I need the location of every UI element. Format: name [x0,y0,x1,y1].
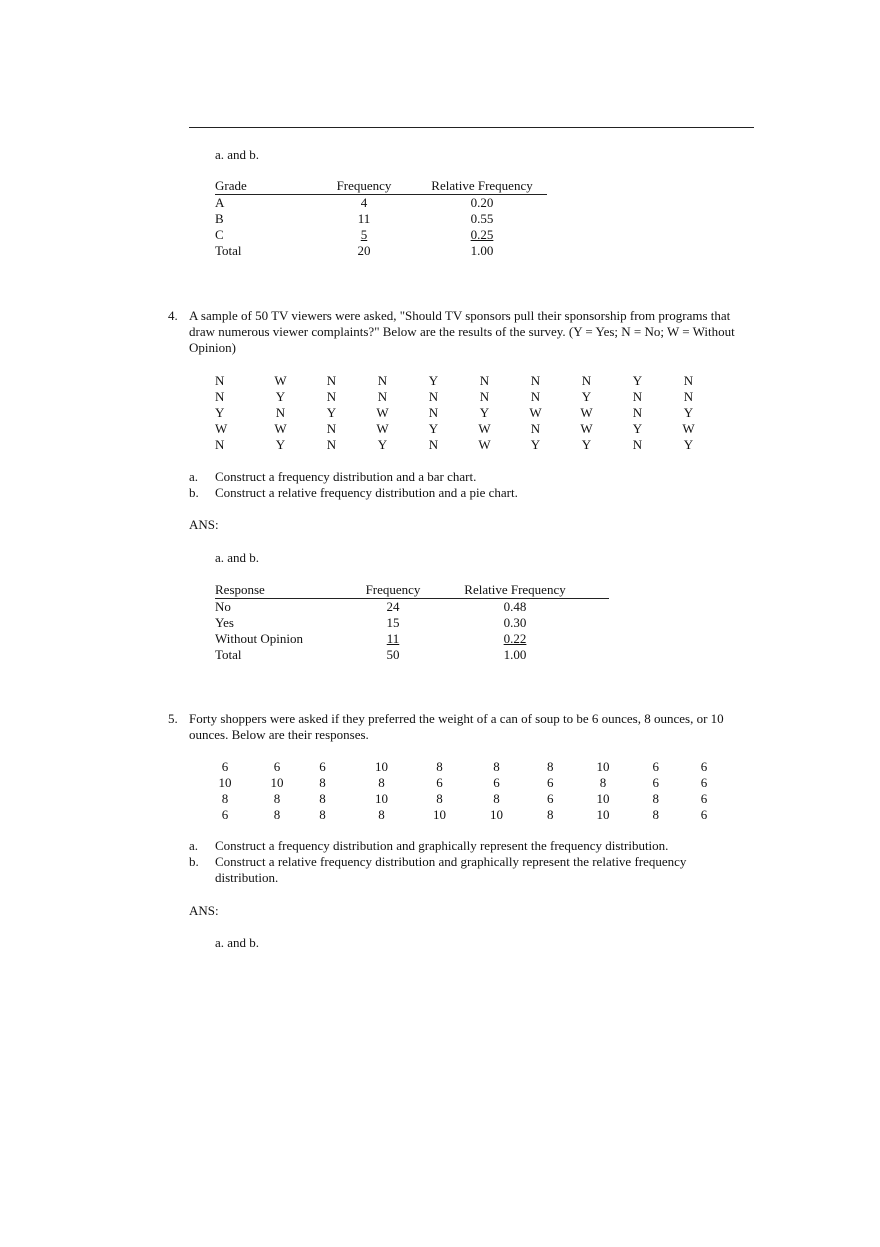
grid-cell: Y [215,405,225,420]
frequency-cell: 20 [357,243,371,258]
table-row [215,243,547,259]
grid-cell: Y [275,437,286,452]
grid-cell: Y [428,421,439,436]
q4-ans-label: ANS: [189,517,219,532]
table-row [211,807,749,823]
grid-cell: 6 [493,775,500,790]
grid-cell: Y [632,373,643,388]
grid-cell: 8 [273,807,281,822]
grid-cell: W [682,421,695,436]
frequency-cell: 50 [386,647,400,662]
table-row [215,227,547,243]
response-cell: No [215,599,231,614]
relative-frequency-cell: 0.22 [503,631,527,646]
q4-task-a-letter: a. [189,469,199,484]
grid-cell: N [428,389,439,404]
grid-cell: 6 [221,759,229,774]
question-5-number: 5. [168,711,178,726]
table-row [215,195,547,212]
grid-cell: 8 [436,791,443,806]
grid-cell: 8 [493,791,500,806]
grid-cell: Y [530,437,541,452]
question-4-text: A sample of 50 TV viewers were asked, "Should TV sponsors pull their sponsorship from programs that draw numerous viewer complaints?" Below are the results of the survey. (Y = Yes; N = No; W = Without Opinion) [189,308,735,355]
grade-frequency-table [215,178,547,259]
grid-cell: 10 [596,807,610,822]
frequency-header: Frequency [365,582,421,597]
grid-cell: N [632,389,643,404]
grid-cell: Y [683,437,694,452]
relative-frequency-cell: 0.20 [470,195,494,210]
part3-ab-label: a. and b. [215,147,260,162]
grid-cell: 10 [596,759,610,774]
grid-cell: N [326,373,337,388]
grid-cell: 6 [700,775,708,790]
table-row [215,211,547,227]
question-5-text: Forty shoppers were asked if they preferred the weight of a can of soup to be 6 ounces, 8 ounces, or 10 ounces. Below are their responses. [189,711,724,742]
grade-cell: C [215,227,224,242]
grid-cell: 10 [490,807,503,822]
grid-cell: 8 [652,807,659,822]
grid-cell: Y [275,389,286,404]
grid-cell: Y [377,437,388,452]
table-row [215,647,609,663]
response-header: Response [215,582,265,597]
grid-cell: 6 [700,791,708,806]
grid-cell: N [683,389,694,404]
response-cell: Without Opinion [215,631,303,646]
grid-cell: 8 [652,791,659,806]
q5-ans-label: ANS: [189,903,219,918]
grid-cell: N [632,405,643,420]
grid-cell: 8 [547,759,554,774]
frequency-cell: 4 [360,195,368,210]
grid-cell: N [377,389,388,404]
grid-cell: W [580,421,593,436]
grid-cell: W [274,373,287,388]
relative-frequency-header: Relative Frequency [431,178,533,193]
grid-cell: 8 [378,775,385,790]
table-row [215,405,714,421]
grid-cell: N [530,389,541,404]
grid-cell: 6 [547,791,554,806]
grid-cell: Y [683,405,694,420]
frequency-cell: 11 [386,631,400,646]
grid-cell: W [478,421,491,436]
grid-cell: N [683,373,694,388]
q5-task-b-letter: b. [189,854,199,869]
q5-task-b-text: Construct a relative frequency distribution and graphically represent the relative frequency distribution. [215,854,687,885]
table-row [211,791,749,807]
grid-cell: 6 [221,807,229,822]
table-row [211,759,749,775]
grid-cell: 8 [319,791,326,806]
q4-ab-label: a. and b. [215,550,260,565]
q5-data-grid [211,759,749,823]
grid-cell: N [530,421,541,436]
relative-frequency-header: Relative Frequency [464,582,566,597]
grid-cell: W [478,437,491,452]
grid-cell: 6 [652,759,659,774]
grid-cell: N [326,389,337,404]
grid-cell: 6 [547,775,554,790]
q4-task-a-text: Construct a frequency distribution and a bar chart. [215,469,477,484]
grid-cell: Y [479,405,490,420]
grade-cell: A [215,195,225,210]
grid-cell: N [377,373,388,388]
table-row [215,437,714,453]
q4-data-grid [215,373,714,453]
grid-cell: Y [581,437,592,452]
grid-cell: 8 [493,759,500,774]
frequency-cell: 5 [360,227,368,242]
table-row [215,389,714,405]
grid-cell: 8 [319,775,326,790]
grid-cell: N [530,373,541,388]
grid-cell: N [215,437,225,452]
frequency-cell: 24 [386,599,400,614]
grid-cell: 8 [436,759,443,774]
relative-frequency-cell: 0.25 [470,227,494,242]
grid-cell: 10 [375,759,388,774]
q4-task-b-letter: b. [189,485,199,500]
relative-frequency-cell: 0.30 [503,615,527,630]
top-divider [189,127,754,128]
response-cell: Total [215,647,242,662]
grid-cell: N [479,373,490,388]
relative-frequency-cell: 1.00 [470,243,494,258]
grid-cell: 8 [547,807,554,822]
grid-cell: 8 [319,807,326,822]
grid-cell: N [428,405,439,420]
response-cell: Yes [215,615,234,630]
grid-cell: 8 [273,791,281,806]
table-row [215,421,714,437]
question-4-number: 4. [168,308,178,323]
grid-cell: 6 [652,775,659,790]
grid-cell: N [632,437,643,452]
relative-frequency-cell: 0.48 [503,599,527,614]
grid-cell: 6 [436,775,443,790]
relative-frequency-cell: 1.00 [503,647,527,662]
grid-cell: W [529,405,542,420]
frequency-cell: 15 [386,615,400,630]
grid-cell: W [376,405,389,420]
q5-ab-label: a. and b. [215,935,260,950]
grid-cell: 6 [700,759,708,774]
grid-cell: 6 [700,807,708,822]
grid-cell: 10 [375,791,388,806]
grade-header: Grade [215,178,247,193]
frequency-header: Frequency [336,178,392,193]
response-frequency-table [215,582,609,663]
grid-cell: W [580,405,593,420]
q5-task-a-text: Construct a frequency distribution and graphically represent the frequency distribution. [215,838,669,853]
grid-cell: N [479,389,490,404]
grid-cell: N [326,421,337,436]
q5-task-a-letter: a. [189,838,199,853]
grid-cell: Y [581,389,592,404]
grid-cell: 10 [433,807,446,822]
grid-cell: Y [428,373,439,388]
grid-cell: 10 [218,775,232,790]
table-row [211,775,749,791]
grid-cell: W [274,421,287,436]
grid-cell: N [581,373,592,388]
grid-cell: Y [326,405,337,420]
grid-cell: 10 [270,775,284,790]
grid-cell: 8 [378,807,385,822]
table-row [215,373,714,389]
grade-cell: B [215,211,224,226]
grid-cell: W [376,421,389,436]
table-row [215,631,609,647]
grid-cell: 8 [221,791,229,806]
table-row [215,615,609,631]
grid-cell: N [215,389,225,404]
relative-frequency-cell: 0.55 [470,211,494,226]
grade-cell: Total [215,243,242,258]
grid-cell: Y [632,421,643,436]
grid-cell: N [428,437,439,452]
grid-cell: 10 [596,791,610,806]
grid-cell: 6 [319,759,326,774]
grid-cell: 8 [599,775,607,790]
q4-task-b-text: Construct a relative frequency distribution and a pie chart. [215,485,518,500]
grid-cell: N [215,373,225,388]
grid-cell: N [326,437,337,452]
grid-cell: 6 [273,759,281,774]
grid-cell: W [215,421,228,436]
frequency-cell: 11 [357,211,371,226]
table-row [215,599,609,616]
grid-cell: N [275,405,286,420]
